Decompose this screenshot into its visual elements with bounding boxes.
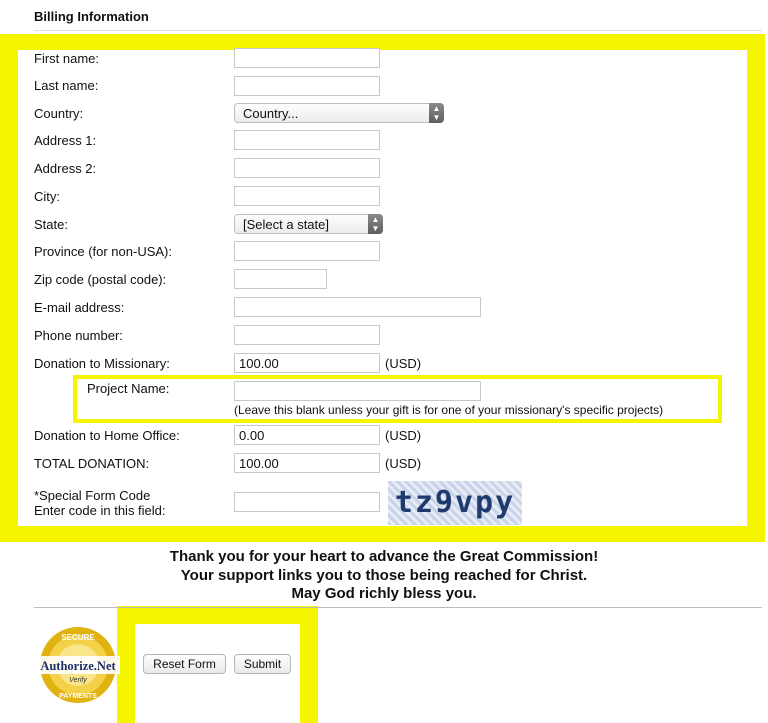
seal-badge-icon [36, 625, 120, 705]
state-select-value: [Select a state] [243, 217, 329, 232]
phone-input[interactable] [234, 325, 380, 345]
state-label: State: [34, 217, 68, 232]
special-code-label: *Special Form Code [34, 488, 151, 503]
submit-button[interactable]: Submit [234, 654, 291, 674]
currency-unit: (USD) [385, 356, 422, 371]
city-label: City: [34, 189, 60, 204]
province-label: Province (for non-USA): [34, 244, 172, 259]
seal-bottom-text: PAYMENTS [59, 693, 97, 700]
thanks-line-1: Thank you for your heart to advance the Great Commission! [169, 548, 599, 565]
address1-input[interactable] [234, 130, 380, 150]
special-code-sublabel: Enter code in this field: [34, 503, 166, 518]
currency-unit: (USD) [385, 428, 422, 443]
donation-missionary-label: Donation to Missionary: [34, 356, 170, 371]
project-name-label: Project Name: [87, 381, 170, 396]
address2-label: Address 2: [34, 161, 97, 176]
donation-home-office-input[interactable] [234, 425, 380, 445]
first-name-input[interactable] [234, 48, 380, 68]
zip-input[interactable] [234, 269, 327, 289]
email-label: E-mail address: [34, 300, 125, 315]
last-name-input[interactable] [234, 76, 380, 96]
donation-home-office-label: Donation to Home Office: [34, 428, 180, 443]
email-input[interactable] [234, 297, 481, 317]
address2-input[interactable] [234, 158, 380, 178]
donation-missionary-input[interactable] [234, 353, 380, 373]
authorize-net-seal[interactable] [36, 625, 120, 705]
first-name-label: First name: [34, 51, 100, 66]
divider [34, 607, 762, 608]
city-input[interactable] [234, 186, 380, 206]
state-select[interactable] [234, 214, 383, 234]
special-code-input[interactable] [234, 492, 380, 512]
seal-top-text: SECURE [61, 633, 95, 642]
project-name-input[interactable] [234, 381, 481, 401]
last-name-label: Last name: [34, 78, 99, 93]
seal-brand-text: Authorize.Net [40, 659, 116, 673]
seal-mid-text: Verify [69, 677, 87, 684]
phone-label: Phone number: [34, 328, 123, 343]
captcha-image: tz9vpy [388, 481, 522, 525]
section-title: Billing Information [34, 9, 149, 24]
select-arrows-icon: ▲ ▼ [429, 103, 444, 123]
country-select-value: Country... [243, 106, 299, 121]
country-label: Country: [34, 106, 84, 121]
total-donation-label: TOTAL DONATION: [34, 456, 150, 471]
project-name-note: (Leave this blank unless your gift is for one of your missionary's specific projects) [234, 403, 664, 417]
currency-unit: (USD) [385, 456, 422, 471]
address1-label: Address 1: [34, 133, 97, 148]
total-donation-input[interactable] [234, 453, 380, 473]
thanks-line-3: May God richly bless you. [291, 585, 477, 602]
divider [34, 30, 762, 31]
country-select[interactable] [234, 103, 444, 123]
reset-form-button[interactable]: Reset Form [143, 654, 226, 674]
zip-label: Zip code (postal code): [34, 272, 167, 287]
select-arrows-icon: ▲ ▼ [368, 214, 383, 234]
province-input[interactable] [234, 241, 380, 261]
thanks-line-2: Your support links you to those being reached for Christ. [180, 567, 588, 584]
